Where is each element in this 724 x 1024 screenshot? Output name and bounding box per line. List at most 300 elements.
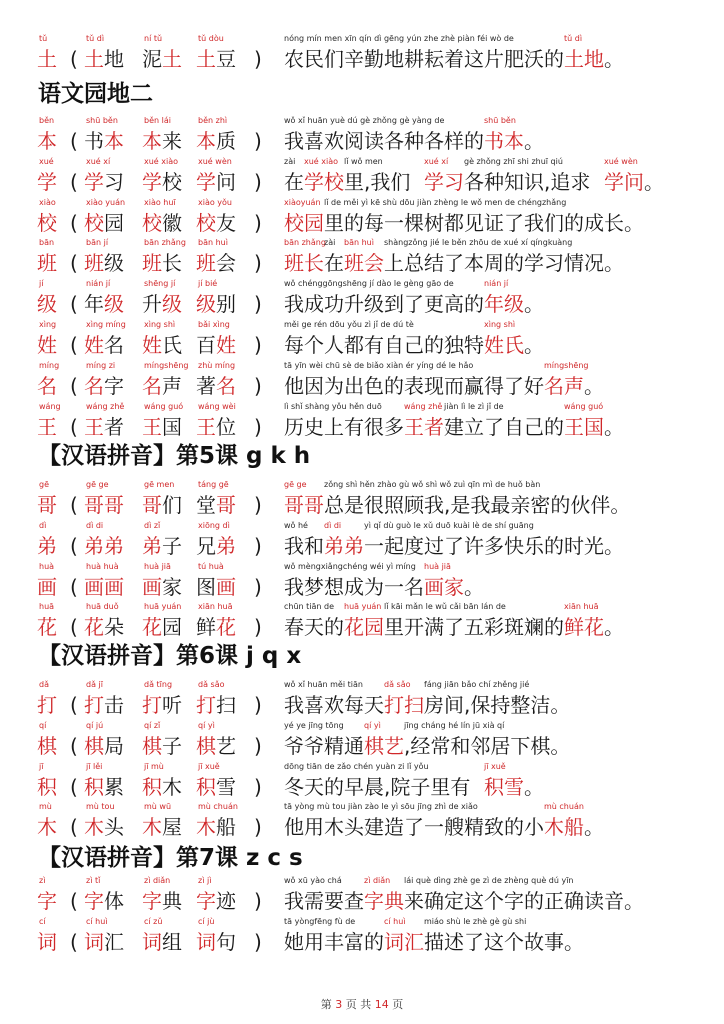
compound-word: 棋艺 [196, 733, 236, 758]
vocab-entry [0, 480, 724, 526]
close-paren: ) [254, 414, 262, 439]
sentence-pinyin: wǒ chénggōngshēng jí dào le gèng gāo de [284, 279, 454, 289]
word-pinyin: wáng zhě [86, 401, 125, 411]
compound-word: 王国 [142, 414, 182, 439]
compound-word: 土豆 [196, 47, 236, 71]
compound-word: 画画 [84, 574, 124, 599]
sentence-pinyin: yé ye jīng tōng [284, 720, 344, 730]
word-pinyin: gē men [144, 480, 175, 489]
section-heading: 【汉语拼音】第7课 z c s [38, 845, 303, 871]
sentence-pinyin: wǒ mèngxiǎngchéng wéi yì míng [284, 561, 416, 571]
compound-word: 姓名 [84, 333, 124, 357]
char-pinyin: mù [39, 802, 52, 812]
open-paren: ( [70, 733, 78, 758]
word-pinyin: tú huà [198, 561, 224, 571]
open-paren: ( [70, 47, 78, 71]
char-pinyin: xiào [39, 197, 56, 207]
word-pinyin: shēng jí [144, 279, 176, 289]
sentence-highlight: 弟弟 [324, 533, 364, 558]
sentence-highlight: 班会 [344, 251, 384, 276]
close-paren: ) [254, 129, 262, 153]
sentence-text: 我成功升级到了更高的 [284, 292, 484, 317]
word-pinyin: jí bié [198, 279, 218, 289]
word-pinyin: huà jiā [144, 561, 171, 571]
close-paren: ) [254, 733, 262, 758]
sentence-text: 历史上有很多 [284, 414, 404, 439]
compound-word: 打扫 [196, 693, 236, 717]
target-character: 花 [37, 615, 57, 640]
sentence-pinyin: zài [324, 238, 336, 248]
word-pinyin: míng zi [86, 360, 116, 370]
word-pinyin: cí jù [198, 916, 215, 926]
open-paren: ( [70, 373, 78, 398]
open-paren: ( [70, 169, 78, 194]
vocab-entry [0, 680, 724, 726]
sentence-text: 他因为出色的表现而赢得了好 [284, 373, 544, 398]
sentence-text: ,经常和邻居下棋。 [404, 733, 571, 758]
sentence-text: 农民们辛勤地耕耘着这片肥沃的 [284, 47, 564, 71]
sentence-highlight: 学校 [304, 169, 344, 194]
vocab-entry [0, 917, 724, 963]
sentence-pinyin: míngshēng [544, 360, 589, 370]
open-paren: ( [70, 815, 78, 840]
sentence-highlight: 学问 [604, 169, 644, 194]
word-pinyin: xiào yuán [86, 197, 126, 207]
sentence-highlight: 姓氏 [484, 333, 524, 357]
sentence-highlight: 学习 [424, 169, 464, 194]
sentence-highlight: 棋艺 [364, 733, 404, 758]
word-pinyin: zì jì [198, 876, 212, 885]
close-paren: ) [254, 815, 262, 840]
sentence-highlight: 班长 [284, 251, 324, 276]
close-paren: ) [254, 373, 262, 398]
word-pinyin: qí jú [86, 720, 104, 730]
vocab-entry [0, 521, 724, 567]
compound-word: 兄弟 [196, 533, 236, 558]
compound-word: 木头 [84, 815, 124, 840]
word-pinyin: xué xiào [144, 156, 179, 166]
word-pinyin: míngshēng [144, 360, 189, 370]
vocab-entry [0, 198, 724, 244]
char-pinyin: gē [39, 480, 49, 489]
close-paren: ) [254, 47, 262, 71]
sentence-text: 爷爷精通 [284, 733, 364, 758]
target-character: 本 [37, 129, 57, 153]
target-character: 校 [37, 210, 57, 235]
sentence-text: 。 [604, 47, 624, 71]
sentence-pinyin: lái què dìng zhè ge zì de zhèng què dú yīn [404, 876, 574, 885]
target-character: 弟 [37, 533, 57, 558]
sentence-text: 一起度过了许多快乐的时光。 [364, 533, 624, 558]
compound-word: 班会 [196, 251, 236, 276]
sentence-text: 她用丰富的 [284, 929, 384, 954]
compound-word: 学习 [84, 169, 124, 194]
close-paren: ) [254, 292, 262, 317]
sentence-text: 我喜欢每天 [284, 693, 384, 717]
compound-word: 打击 [84, 693, 124, 717]
sentence-text: 在 [324, 251, 344, 276]
open-paren: ( [70, 210, 78, 235]
char-pinyin: míng [39, 360, 60, 370]
compound-word: 校徽 [142, 210, 182, 235]
vocab-entry [0, 876, 724, 922]
sentence-highlight: 年级 [484, 292, 524, 317]
sentence-pinyin: huà jiā [424, 561, 451, 571]
compound-word: 哥们 [142, 493, 182, 517]
sentence-text: 我需要查 [284, 889, 364, 913]
word-pinyin: dǎ sǎo [198, 680, 225, 689]
target-character: 木 [37, 815, 57, 840]
sentence-text: 来确定这个字的正确读音。 [404, 889, 644, 913]
compound-word: 积雪 [196, 774, 236, 799]
close-paren: ) [254, 210, 262, 235]
sentence-pinyin: dì di [324, 520, 342, 530]
sentence-highlight: 积雪 [484, 774, 524, 799]
footer-mid: 页 共 [345, 998, 372, 1011]
sentence-text: 在 [284, 169, 304, 194]
sentence-text: 。 [644, 169, 664, 194]
word-pinyin: mù chuán [198, 802, 238, 812]
sentence-pinyin: nián jí [484, 279, 509, 289]
compound-word: 积木 [142, 774, 182, 799]
compound-word: 鲜花 [196, 615, 236, 640]
word-pinyin: nián jí [86, 279, 111, 289]
compound-word: 词句 [196, 929, 236, 954]
sentence-text: 。 [584, 373, 604, 398]
sentence-highlight: 王者 [404, 414, 444, 439]
sentence-text: 。 [524, 129, 544, 153]
word-pinyin: bān jí [86, 238, 109, 248]
char-pinyin: huā [39, 602, 55, 612]
sentence-pinyin: xiàoyuán [284, 197, 321, 207]
sentence-pinyin: wǒ xǐ huān yuè dú gè zhǒng gè yàng de [284, 116, 445, 125]
footer-page-number: 3 [335, 998, 343, 1011]
compound-word: 班长 [142, 251, 182, 276]
word-pinyin: xué xí [86, 156, 111, 166]
close-paren: ) [254, 774, 262, 799]
compound-word: 堂哥 [196, 493, 236, 517]
sentence-pinyin: lì shǐ shàng yǒu hěn duō [284, 401, 382, 411]
sentence-text: 。 [604, 615, 624, 640]
compound-word: 词组 [142, 929, 182, 954]
char-pinyin: zì [39, 876, 46, 885]
open-paren: ( [70, 929, 78, 954]
compound-word: 升级 [142, 292, 182, 317]
compound-word: 哥哥 [84, 493, 124, 517]
compound-word: 王位 [196, 414, 236, 439]
sentence-pinyin: shàngzǒng jié le běn zhōu de xué xí qíngkuàng [384, 238, 573, 248]
close-paren: ) [254, 889, 262, 913]
sentence-text: 描述了这个故事。 [424, 929, 584, 954]
vocab-entry [0, 721, 724, 767]
close-paren: ) [254, 251, 262, 276]
target-character: 级 [37, 292, 57, 317]
char-pinyin: xìng [39, 320, 57, 329]
sentence-text: 上总结了本周的学习情况。 [384, 251, 624, 276]
sentence-pinyin: zài [284, 156, 296, 166]
sentence-highlight: 哥哥 [284, 493, 324, 517]
compound-word: 百姓 [196, 333, 236, 357]
compound-word: 名字 [84, 373, 124, 398]
sentence-pinyin: wáng zhě [404, 401, 443, 411]
sentence-pinyin: lǐ de měi yì kē shù dōu jiàn zhèng le wǒ men de chéngzhǎng [324, 197, 567, 207]
sentence-pinyin: xué xí [424, 156, 449, 166]
target-character: 班 [37, 251, 57, 276]
word-pinyin: jī lěi [86, 761, 103, 771]
compound-word: 棋子 [142, 733, 182, 758]
sentence-text: 总是很照顾我,是我最亲密的伙伴。 [324, 493, 631, 517]
word-pinyin: tǔ dòu [198, 34, 224, 43]
sentence-text: 冬天的早晨,院子里有 [284, 774, 471, 799]
word-pinyin: xiào huī [144, 197, 176, 207]
sentence-highlight: 词汇 [384, 929, 424, 954]
sentence-text: 。 [604, 414, 624, 439]
sentence-pinyin: tā yīn wèi chū sè de biǎo xiàn ér yíng dé le hǎo [284, 360, 474, 370]
close-paren: ) [254, 693, 262, 717]
vocab-entry [0, 762, 724, 808]
section-heading: 语文园地二 [38, 81, 153, 107]
sentence-pinyin: xué wèn [604, 156, 638, 166]
open-paren: ( [70, 333, 78, 357]
compound-word: 校园 [84, 210, 124, 235]
word-pinyin: dǎ jī [86, 680, 103, 689]
compound-word: 书本 [84, 129, 124, 153]
open-paren: ( [70, 292, 78, 317]
word-pinyin: huā duǒ [86, 602, 119, 612]
sentence-pinyin: tā yòngfēng fù de [284, 916, 356, 926]
sentence-pinyin: xiān huā [564, 602, 599, 612]
word-pinyin: bǎi xìng [198, 320, 230, 329]
sentence-pinyin: lǐ kāi mǎn le wǔ cǎi bān lán de [384, 602, 506, 612]
sentence-pinyin: shū běn [484, 116, 516, 125]
open-paren: ( [70, 574, 78, 599]
close-paren: ) [254, 615, 262, 640]
word-pinyin: shū běn [86, 116, 118, 125]
target-character: 姓 [37, 333, 57, 357]
compound-word: 花园 [142, 615, 182, 640]
sentence-text: 。 [524, 292, 544, 317]
word-pinyin: jī mù [144, 761, 164, 771]
compound-word: 棋局 [84, 733, 124, 758]
word-pinyin: xiān huā [198, 602, 233, 612]
sentence-pinyin: dǎ sǎo [384, 680, 411, 689]
compound-word: 王者 [84, 414, 124, 439]
target-character: 词 [37, 929, 57, 954]
word-pinyin: dǎ tīng [144, 680, 173, 689]
sentence-pinyin: miáo shù le zhè gè gù shi [424, 916, 527, 926]
sentence-pinyin: gē ge [284, 480, 307, 489]
char-pinyin: xué [39, 156, 54, 166]
close-paren: ) [254, 574, 262, 599]
word-pinyin: bān zhǎng [144, 238, 186, 248]
footer-suffix: 页 [392, 998, 404, 1011]
word-pinyin: qí yì [198, 720, 215, 730]
word-pinyin: huā yuán [144, 602, 182, 612]
open-paren: ( [70, 533, 78, 558]
page-footer [0, 996, 724, 1012]
vocab-entry [0, 562, 724, 608]
open-paren: ( [70, 693, 78, 717]
char-pinyin: jí [39, 279, 44, 289]
target-character: 名 [37, 373, 57, 398]
sentence-highlight: 鲜花 [564, 615, 604, 640]
sentence-text: 建立了自己的 [444, 414, 564, 439]
char-pinyin: cí [39, 916, 46, 926]
target-character: 字 [37, 889, 57, 913]
compound-word: 姓氏 [142, 333, 182, 357]
vocab-entry [0, 361, 724, 407]
compound-word: 土地 [84, 47, 124, 71]
footer-total-pages: 14 [374, 998, 389, 1011]
compound-word: 木船 [196, 815, 236, 840]
compound-word: 年级 [84, 292, 124, 317]
sentence-text: 我和 [284, 533, 324, 558]
sentence-pinyin: xìng shì [484, 320, 516, 329]
sentence-pinyin: lǐ wǒ men [344, 156, 383, 166]
word-pinyin: jī xuě [198, 761, 220, 771]
open-paren: ( [70, 493, 78, 517]
open-paren: ( [70, 774, 78, 799]
target-character: 土 [37, 47, 57, 71]
word-pinyin: gē ge [86, 480, 109, 489]
word-pinyin: xiào yǒu [198, 197, 232, 207]
sentence-pinyin: qí yì [364, 720, 381, 730]
word-pinyin: dì di [86, 520, 104, 530]
word-pinyin: xìng míng [86, 320, 126, 329]
compound-word: 著名 [196, 373, 236, 398]
word-pinyin: bān huì [198, 238, 228, 248]
sentence-pinyin: zǒng shì hěn zhào gù wǒ shì wǒ zuì qīn mì de huǒ bàn [324, 480, 541, 489]
sentence-text: 我喜欢阅读各种各样的 [284, 129, 484, 153]
vocab-entry [0, 238, 724, 284]
sentence-pinyin: yì qǐ dù guò le xǔ duō kuài lè de shí guāng [364, 520, 534, 530]
target-character: 哥 [37, 493, 57, 517]
char-pinyin: qí [39, 720, 47, 730]
word-pinyin: huà huà [86, 561, 119, 571]
sentence-highlight: 校园 [284, 210, 324, 235]
sentence-pinyin: bān huì [344, 238, 374, 248]
compound-word: 花朵 [84, 615, 124, 640]
close-paren: ) [254, 333, 262, 357]
word-pinyin: dì zǐ [144, 520, 161, 530]
word-pinyin: běn lái [144, 116, 171, 125]
char-pinyin: wáng [39, 401, 61, 411]
sentence-highlight: 画家 [424, 574, 464, 599]
compound-word: 弟弟 [84, 533, 124, 558]
sentence-pinyin: jīng cháng hé lín jū xià qí [404, 720, 505, 730]
word-pinyin: xué wèn [198, 156, 232, 166]
sentence-pinyin: bān zhǎng [284, 238, 326, 248]
target-character: 积 [37, 774, 57, 799]
sentence-pinyin: zì diǎn [364, 876, 391, 885]
compound-word: 积累 [84, 774, 124, 799]
word-pinyin: běn zhì [198, 116, 228, 125]
sentence-pinyin: xué xiào [304, 156, 339, 166]
sentence-highlight: 木船 [544, 815, 584, 840]
close-paren: ) [254, 533, 262, 558]
sentence-text: 每个人都有自己的独特 [284, 333, 484, 357]
target-character: 画 [37, 574, 57, 599]
sentence-text: 。 [464, 574, 484, 599]
word-pinyin: wáng guó [144, 401, 184, 411]
open-paren: ( [70, 414, 78, 439]
sentence-highlight: 字典 [364, 889, 404, 913]
char-pinyin: dì [39, 520, 47, 530]
compound-word: 打听 [142, 693, 182, 717]
sentence-text: 我梦想成为一名 [284, 574, 424, 599]
sentence-pinyin: huā yuán [344, 602, 382, 612]
compound-word: 校友 [196, 210, 236, 235]
sentence-text: 。 [524, 774, 544, 799]
sentence-highlight: 书本 [484, 129, 524, 153]
compound-word: 学问 [196, 169, 236, 194]
vocab-entry [0, 157, 724, 203]
target-character: 打 [37, 693, 57, 717]
word-pinyin: tǔ dì [86, 34, 105, 43]
compound-word: 图画 [196, 574, 236, 599]
compound-word: 词汇 [84, 929, 124, 954]
sentence-highlight: 打扫 [384, 693, 424, 717]
word-pinyin: ní tǔ [144, 34, 163, 43]
compound-word: 级别 [196, 292, 236, 317]
char-pinyin: běn [39, 116, 55, 125]
sentence-pinyin: měi ge rén dōu yǒu zì jǐ de dú tè [284, 320, 414, 329]
word-pinyin: táng gē [198, 480, 229, 489]
open-paren: ( [70, 129, 78, 153]
target-character: 王 [37, 414, 57, 439]
open-paren: ( [70, 615, 78, 640]
target-character: 棋 [37, 733, 57, 758]
word-pinyin: xìng shì [144, 320, 176, 329]
sentence-highlight: 土地 [564, 47, 604, 71]
compound-word: 字体 [84, 889, 124, 913]
sentence-text: 房间,保持整洁。 [424, 693, 571, 717]
word-pinyin: cí huì [86, 916, 108, 926]
sentence-pinyin: jiàn lì le zì jǐ de [444, 401, 504, 411]
compound-word: 字迹 [196, 889, 236, 913]
sentence-pinyin: gè zhǒng zhī shi zhuī qiú [464, 156, 563, 166]
vocab-entry [0, 34, 724, 80]
vocab-entry [0, 279, 724, 325]
compound-word: 弟子 [142, 533, 182, 558]
compound-word: 学校 [142, 169, 182, 194]
word-pinyin: zhù míng [198, 360, 236, 370]
sentence-pinyin: tā yòng mù tou jiàn zào le yì sōu jīng zhì de xiǎo [284, 802, 478, 812]
compound-word: 班级 [84, 251, 124, 276]
target-character: 学 [37, 169, 57, 194]
sentence-text: 里开满了五彩斑斓的 [384, 615, 564, 640]
section-heading: 【汉语拼音】第5课 g k h [38, 443, 311, 469]
sentence-pinyin: fáng jiān bǎo chí zhěng jié [424, 680, 530, 689]
sentence-text: 。 [524, 333, 544, 357]
word-pinyin: wáng wèi [198, 401, 236, 411]
sentence-pinyin: mù chuán [544, 802, 584, 812]
sentence-highlight: 名声 [544, 373, 584, 398]
word-pinyin: mù wū [144, 802, 172, 812]
compound-word: 本来 [142, 129, 182, 153]
close-paren: ) [254, 169, 262, 194]
compound-word: 泥土 [142, 47, 182, 71]
char-pinyin: huà [39, 561, 55, 571]
close-paren: ) [254, 493, 262, 517]
sentence-pinyin: wǒ xū yào chá [284, 876, 342, 885]
word-pinyin: cí zǔ [144, 916, 163, 926]
char-pinyin: dǎ [39, 680, 49, 689]
char-pinyin: bān [39, 238, 55, 248]
vocab-entry [0, 116, 724, 162]
sentence-text: 里,我们 [344, 169, 411, 194]
sentence-text: 各种知识,追求 [464, 169, 591, 194]
